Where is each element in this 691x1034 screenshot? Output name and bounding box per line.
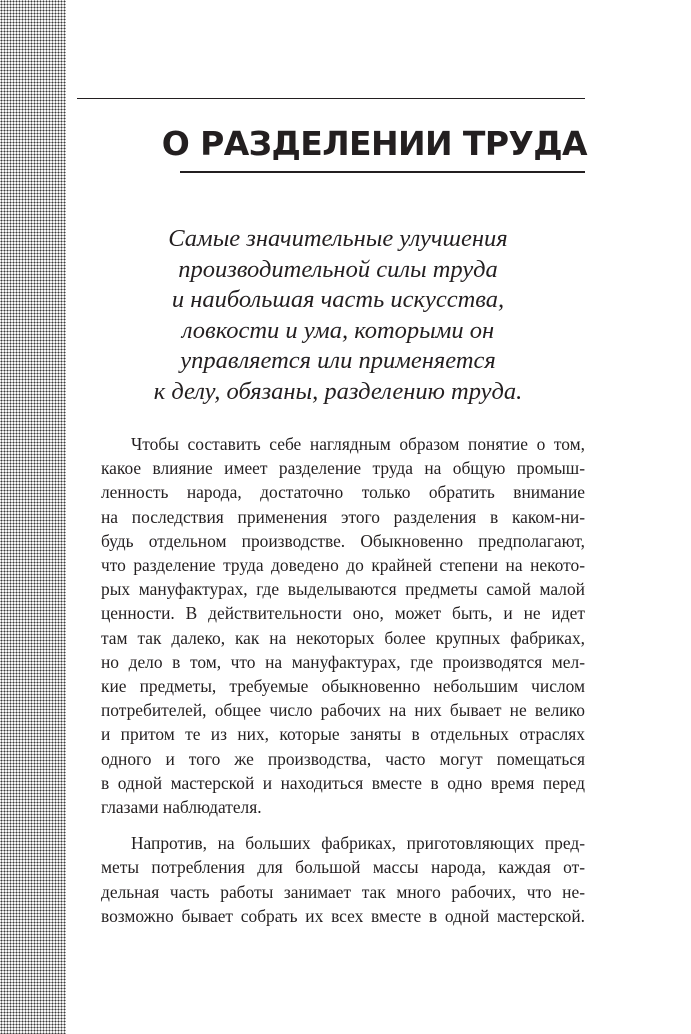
epigraph-line: управляется или применяется [180, 347, 496, 375]
text-line: на последствия применения этого разделения в каком-ни- [101, 506, 585, 527]
halftone-page-edge [0, 0, 66, 1034]
paragraph-1 [101, 432, 585, 819]
epigraph-line: к делу, обязаны, разделению труда. [153, 377, 523, 405]
text-line: что разделение труда доведено до крайней степени на некото- [101, 555, 585, 576]
epigraph-line: ловкости и ума, которыми он [181, 316, 495, 344]
chapter-title: О РАЗДЕЛЕНИИ ТРУДА [161, 124, 587, 163]
text-line: ленность народа, достаточно только обратить внимание [101, 482, 585, 503]
text-line: возможно бывает собрать их всех вместе в одной мастерской. [101, 905, 585, 926]
text-line: но дело в том, что на мануфактурах, где производятся мел- [101, 651, 585, 672]
epigraph-line: производительной силы труда [178, 255, 498, 283]
text-line: потребителей, общее число рабочих на них бывает не велико [101, 700, 585, 721]
epigraph-line: и наибольшая часть искусства, [171, 286, 505, 314]
text-line: кие предметы, требуемые обыкновенно небольшим числом [101, 676, 585, 697]
text-line: будь отдельном производстве. Обыкновенно предполагают, [101, 530, 585, 551]
text-line: и притом те из них, которые заняты в отдельных отраслях [101, 724, 585, 745]
text-line: рых мануфактурах, где выделываются предметы самой малой [101, 579, 585, 600]
text-line: в одной мастерской и находиться вместе в одно время перед [101, 772, 585, 793]
text-line: меты потребления для большой массы народа, каждая от- [101, 857, 585, 878]
epigraph [108, 224, 568, 408]
text-line: Напротив, на больших фабриках, приготовляющих пред- [131, 833, 585, 854]
text-line: глазами наблюдателя. [101, 797, 262, 818]
text-line: дельная часть работы занимает так много рабочих, что не- [101, 881, 585, 902]
text-line: ценности. В действительности оно, может быть, и не идет [101, 603, 585, 624]
header-rule [77, 98, 585, 99]
text-line: одного и того же производства, часто могут помещаться [101, 748, 585, 769]
body-text [101, 432, 585, 928]
epigraph-line: Самые значительные улучшения [168, 225, 508, 252]
title-underline [180, 171, 585, 173]
text-line: там так далеко, как на некоторых более крупных фабриках, [101, 627, 585, 648]
text-line: какое влияние имеет разделение труда на общую промыш- [101, 458, 585, 479]
paragraph-2 [101, 831, 585, 928]
text-line: Чтобы составить себе наглядным образом понятие о том, [131, 434, 585, 454]
